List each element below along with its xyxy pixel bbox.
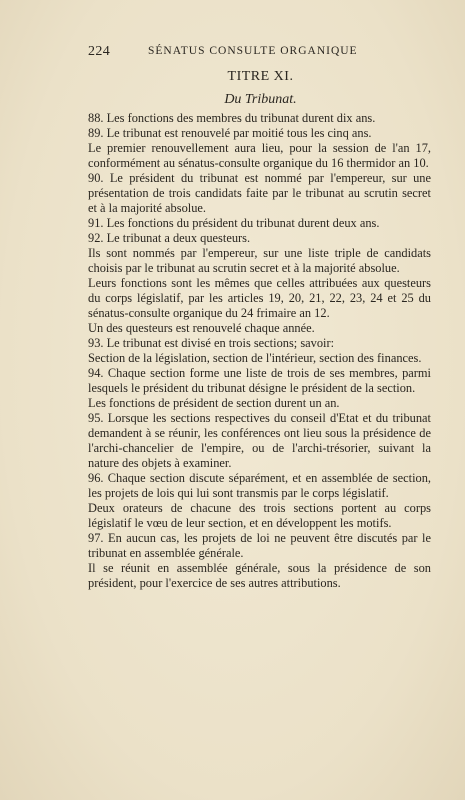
paragraph: 91. Les fonctions du président du tribunat durent deux ans.	[88, 216, 380, 230]
paragraph: Leurs fonctions sont les mêmes que celles attribuées aux questeurs du corps législatif, par les articles 19, 20, 21, 22, 23, 24 et 25 du sénatus-consulte organique du 24 frimaire an 12.	[88, 276, 431, 320]
paragraph: 88. Les fonctions des membres du tribunat durent dix ans.	[88, 111, 376, 125]
paragraph: 92. Le tribunat a deux questeurs.	[88, 231, 251, 245]
page-number: 224	[88, 44, 111, 59]
paragraph: 94. Chaque section forme une liste de trois de ses membres, parmi lesquels le président du tribunat désigne le président de la section.	[88, 366, 431, 395]
paragraph: Deux orateurs de chacune des trois sections portent au corps législatif le vœu de leur section, et en développent les motifs.	[88, 501, 431, 530]
paragraph: Le premier renouvellement aura lieu, pour la session de l'an 17, conformément au sénatus-consulte organique du 16 thermidor an 10.	[88, 141, 431, 170]
paragraph: Ils sont nommés par l'empereur, sur une liste triple de candidats choisis par le tribunat au scrutin secret et à la majorité absolue.	[88, 246, 431, 275]
section-subtitle: Du Tribunat.	[224, 92, 297, 107]
paragraph: Il se réunit en assemblée générale, sous la présidence de son président, pour l'exercice de ses autres attributions.	[88, 561, 431, 590]
paragraph: 89. Le tribunat est renouvelé par moitié tous les cinq ans.	[88, 126, 372, 140]
paragraph: 95. Lorsque les sections respectives du conseil d'Etat et du tribunat demandent à se réunir, les conférences ont lieu sous la présidence de l'archi-chancelier de l'empire, ou de l'archi-trésorier, suivant la nature des objets à examiner.	[88, 411, 431, 470]
paragraph: 93. Le tribunat est divisé en trois sections; savoir:	[88, 336, 335, 350]
paragraph: 96. Chaque section discute séparément, et en assemblée de section, les projets de lois qui lui sont transmis par le corps législatif.	[88, 471, 431, 500]
paragraph: Les fonctions de président de section durent un an.	[88, 396, 340, 410]
paragraph: Un des questeurs est renouvelé chaque année.	[88, 321, 315, 335]
running-title: SÉNATUS CONSULTE ORGANIQUE	[148, 45, 358, 57]
paragraph: 90. Le président du tribunat est nommé par l'empereur, sur une présentation de trois candidats faite par le tribunat au scrutin secret et à la majorité absolue.	[88, 171, 431, 215]
section-title: TITRE XI.	[227, 69, 294, 84]
paragraph: Section de la législation, section de l'intérieur, section des finances.	[88, 351, 422, 365]
page-body	[88, 111, 431, 591]
paragraph: 97. En aucun cas, les projets de loi ne peuvent être discutés par le tribunat en assemblée générale.	[88, 531, 431, 560]
